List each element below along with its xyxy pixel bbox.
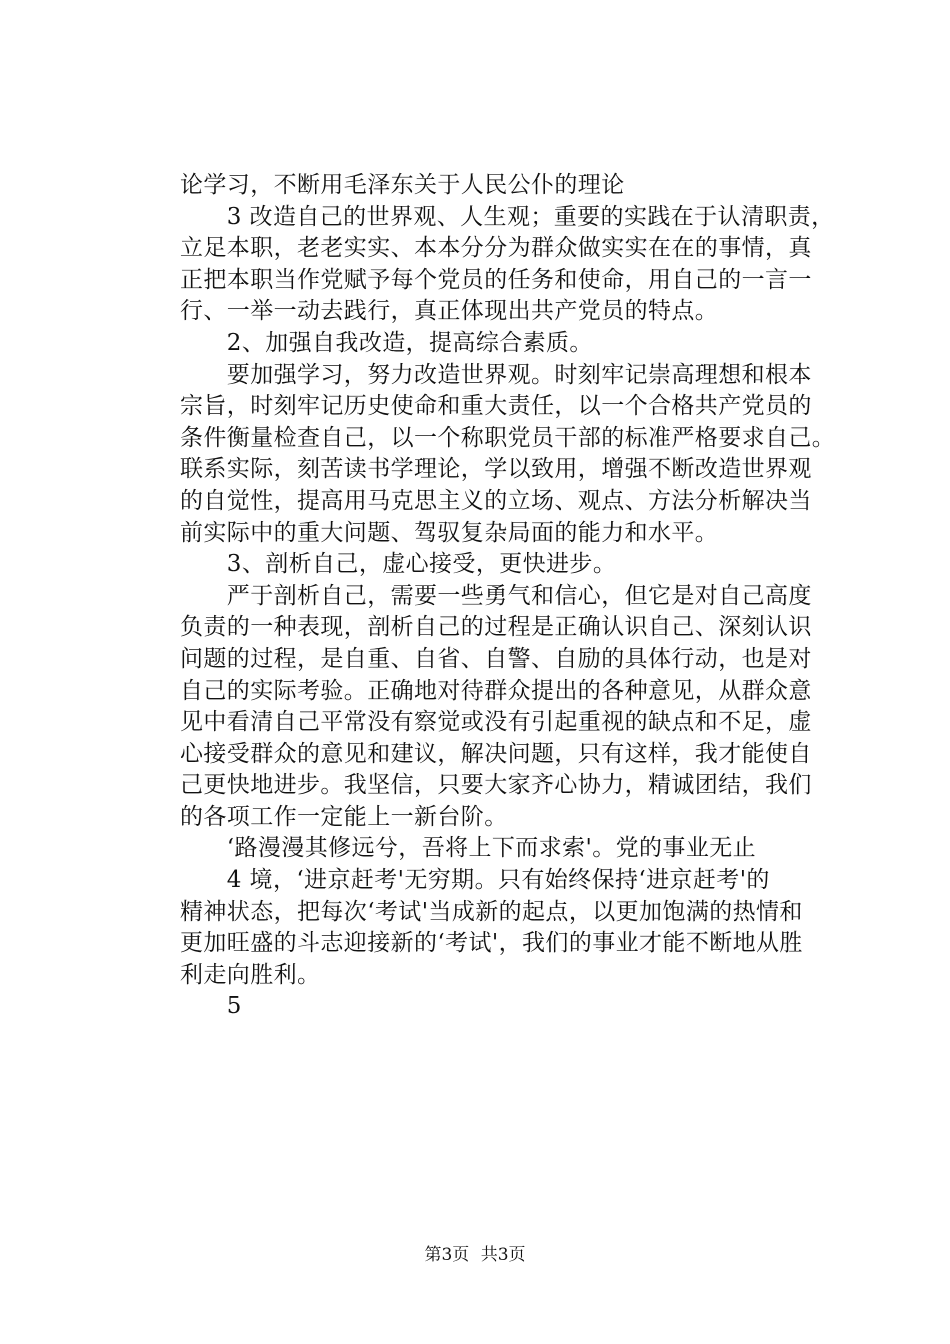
text-line: 严于剖析自己，需要一些勇气和信心，但它是对自己高度: [180, 582, 812, 609]
text-line: 论学习，不断用毛泽东关于人民公仆的理论: [180, 172, 625, 198]
text-line: 行、一举一动去践行，真正体现出共产党员的特点。: [180, 298, 719, 325]
text-line: 3 改造自己的世界观、人生观；重要的实践在于认清职责，: [180, 203, 835, 230]
text-line: 见中看清自己平常没有察觉或没有引起重视的缺点和不足，虚: [180, 709, 812, 736]
text-line: 条件衡量检查自己，以一个称职党员干部的标准严格要求自己。: [180, 424, 836, 451]
text-line: 己更快地进步。我坚信，只要大家齐心协力，精诚团结，我们: [180, 772, 812, 799]
text-line: 更加旺盛的斗志迎接新的‘考试'，我们的事业才能不断地从胜: [180, 930, 803, 957]
page-footer: [0, 1243, 950, 1267]
text-line: 的各项工作一定能上一新台阶。: [180, 803, 508, 830]
text-line: 要加强学习，努力改造世界观。时刻牢记崇高理想和根本: [180, 361, 812, 388]
text-line: 4 境，‘进京赶考'无穷期。只有始终保持‘进京赶考'的: [180, 867, 770, 894]
section-heading: 3、剖析自己，虚心接受，更快进步。: [180, 551, 617, 578]
text-line: 问题的过程，是自重、自省、自警、自励的具体行动，也是对: [180, 645, 812, 672]
page-number-total: 共3页: [480, 1245, 526, 1265]
text-line: 心接受群众的意见和建议，解决问题，只有这样，我才能使自: [180, 740, 812, 767]
text-line: 立足本职，老老实实、本本分分为群众做实实在在的事情，真: [180, 235, 812, 262]
text-line: 精神状态，把每次‘考试'当成新的起点，以更加饱满的热情和: [180, 898, 803, 925]
text-line: 联系实际，刻苦读书学理论，学以致用，增强不断改造世界观: [180, 456, 812, 483]
text-line: 的自觉性，提高用马克思主义的立场、观点、方法分析解决当: [180, 487, 812, 514]
text-line: 负责的一种表现，剖析自己的过程是正确认识自己、深刻认识: [180, 614, 812, 641]
text-line: 利走向胜利。: [180, 961, 321, 988]
document-body: [180, 170, 840, 1023]
text-line: ‘路漫漫其修远兮，吾将上下而求索'。党的事业无止: [180, 835, 757, 862]
text-line: 宗旨，时刻牢记历史使命和重大责任，以一个合格共产党员的: [180, 393, 812, 420]
text-line: 5: [180, 993, 242, 1020]
section-heading: 2、加强自我改造，提高综合素质。: [180, 329, 593, 356]
text-line: 前实际中的重大问题、驾驭复杂局面的能力和水平。: [180, 519, 719, 546]
page-number-current: 第3页: [424, 1245, 470, 1265]
text-line: 自己的实际考验。正确地对待群众提出的各种意见，从群众意: [180, 677, 812, 704]
text-line: 正把本职当作党赋予每个党员的任务和使命，用自己的一言一: [180, 266, 812, 293]
